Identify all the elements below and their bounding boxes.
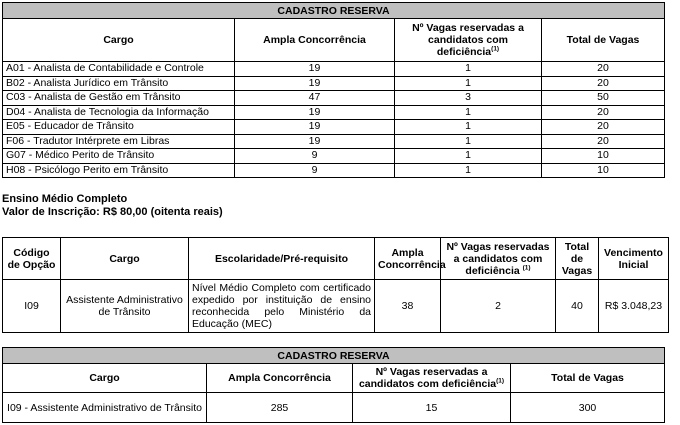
- cell-cargo: B02 - Analista Jurídico em Trânsito: [3, 76, 235, 91]
- reserve-table-medio: [2, 347, 665, 423]
- cell-def: 1: [395, 62, 542, 77]
- cell-total: 20: [542, 105, 665, 120]
- cell-ampla: 285: [207, 393, 353, 423]
- column-header-total: Total de Vagas: [511, 364, 665, 393]
- registration-fee: Valor de Inscrição: R$ 80,00 (oitenta reais): [2, 206, 223, 218]
- column-header-escolaridade: Escolaridade/Pré-requisito: [189, 238, 375, 280]
- column-header-ampla: Ampla Concorrência: [375, 238, 441, 280]
- cell-codigo: I09: [3, 280, 61, 333]
- cell-cargo: H08 - Psicólogo Perito em Trânsito: [3, 163, 235, 178]
- column-header-cargo: Cargo: [61, 238, 189, 280]
- table-row: [3, 105, 665, 120]
- cell-ampla: 19: [235, 105, 395, 120]
- cell-total: 10: [542, 163, 665, 178]
- cell-total: 20: [542, 62, 665, 77]
- cell-def: 1: [395, 105, 542, 120]
- table-row: [3, 91, 665, 106]
- column-header-vagas-deficiencia: Nº Vagas reservadas a candidatos com deficiência$^{(1)}$: [395, 19, 542, 62]
- column-header-vagas-deficiencia: Nº Vagas reservadas a candidatos com deficiência$^{(1)}$: [353, 364, 511, 393]
- cell-ampla: 19: [235, 76, 395, 91]
- cell-def: 1: [395, 76, 542, 91]
- column-header-codigo: Código de Opção: [3, 238, 61, 280]
- cell-cargo: C03 - Analista de Gestão em Trânsito: [3, 91, 235, 106]
- cell-def: 3: [395, 91, 542, 106]
- cell-def: 2: [441, 280, 556, 333]
- table-row: [3, 62, 665, 77]
- table-row: [3, 280, 669, 333]
- column-header-total: Total de Vagas: [556, 238, 599, 280]
- cell-cargo: A01 - Analista de Contabilidade e Controle: [3, 62, 235, 77]
- cell-vencimento: R$ 3.048,23: [599, 280, 669, 333]
- cell-total: 10: [542, 149, 665, 164]
- column-header-vencimento: Vencimento Inicial: [599, 238, 669, 280]
- cell-def: 1: [395, 120, 542, 135]
- cell-total: 50: [542, 91, 665, 106]
- column-header-ampla: Ampla Concorrência: [207, 364, 353, 393]
- section-heading: [2, 193, 223, 219]
- cell-cargo: Assistente Administrativo de Trânsito: [61, 280, 189, 333]
- cell-total: 20: [542, 120, 665, 135]
- education-level-heading: Ensino Médio Completo: [2, 193, 128, 205]
- column-header-cargo: Cargo: [3, 364, 207, 393]
- column-header-cargo: Cargo: [3, 19, 235, 62]
- table-row: [3, 120, 665, 135]
- table-row: [3, 76, 665, 91]
- table-row: [3, 163, 665, 178]
- cell-ampla: 19: [235, 120, 395, 135]
- reserve-table-superior: [2, 2, 665, 178]
- cell-ampla: 9: [235, 149, 395, 164]
- column-header-total: Total de Vagas: [542, 19, 665, 62]
- column-header-ampla: Ampla Concorrência: [235, 19, 395, 62]
- table-row: [3, 134, 665, 149]
- cell-ampla: 38: [375, 280, 441, 333]
- cell-total: 40: [556, 280, 599, 333]
- cell-def: 15: [353, 393, 511, 423]
- cell-def: 1: [395, 149, 542, 164]
- cell-cargo: G07 - Médico Perito de Trânsito: [3, 149, 235, 164]
- cell-def: 1: [395, 134, 542, 149]
- table-row: [3, 149, 665, 164]
- cell-cargo: D04 - Analista de Tecnologia da Informação: [3, 105, 235, 120]
- cell-ampla: 9: [235, 163, 395, 178]
- cell-total: 20: [542, 76, 665, 91]
- vacancy-table: [2, 237, 669, 333]
- cell-total: 20: [542, 134, 665, 149]
- cell-def: 1: [395, 163, 542, 178]
- cell-cargo: E05 - Educador de Trânsito: [3, 120, 235, 135]
- cell-escolaridade: Nível Médio Completo com certificado expedido por instituição de ensino reconhecida pelo Ministério da Educação (MEC): [189, 280, 375, 333]
- cell-ampla: 47: [235, 91, 395, 106]
- column-header-vagas-deficiencia: Nº Vagas reservadas a candidatos com deficiência $^{(1)}$: [441, 238, 556, 280]
- table-title: CADASTRO RESERVA: [3, 348, 665, 364]
- cell-ampla: 19: [235, 62, 395, 77]
- cell-total: 300: [511, 393, 665, 423]
- cell-cargo: F06 - Tradutor Intérprete em Libras: [3, 134, 235, 149]
- cell-cargo: I09 - Assistente Administrativo de Trânsito: [3, 393, 207, 423]
- table-title: CADASTRO RESERVA: [3, 3, 665, 19]
- table-row: [3, 393, 665, 423]
- cell-ampla: 19: [235, 134, 395, 149]
